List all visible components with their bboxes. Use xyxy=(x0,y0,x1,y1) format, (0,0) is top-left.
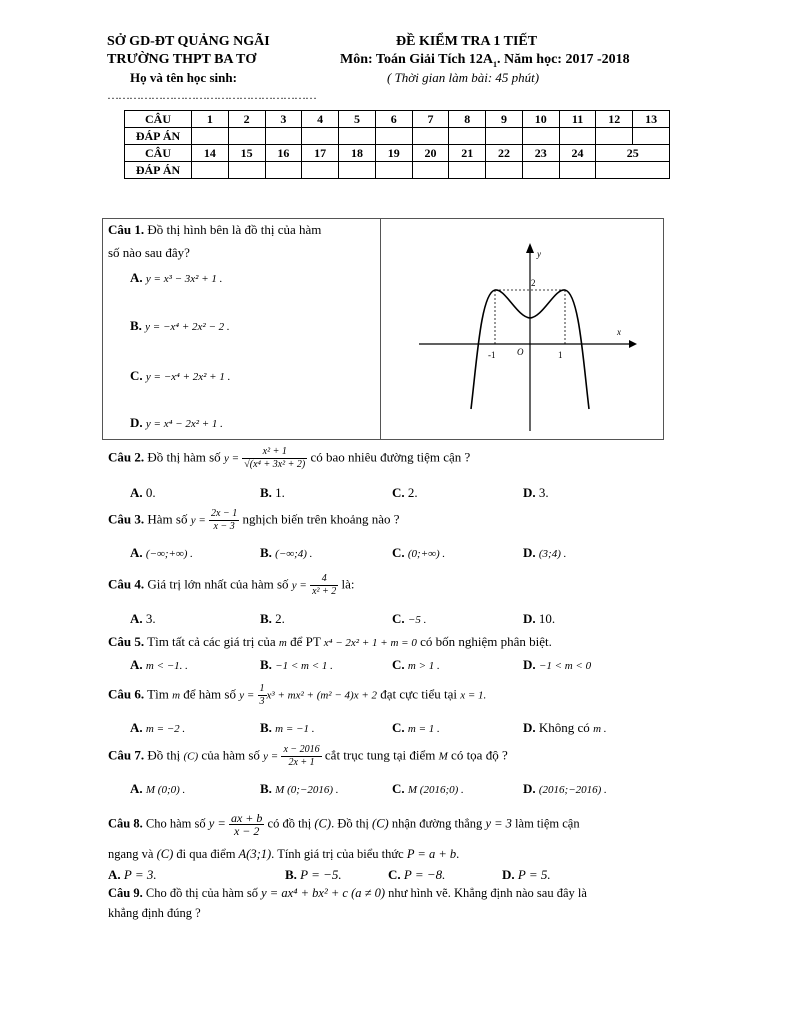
q7-option-b[interactable]: B. M (0;−2016) . xyxy=(260,781,339,796)
q6-option-b[interactable]: B. m = −1 . xyxy=(260,720,315,735)
exam-title: ĐỀ KIỂM TRA 1 TIẾT xyxy=(396,34,538,49)
cau-label: CÂU xyxy=(125,145,192,162)
x-tick-neg1: -1 xyxy=(488,350,496,360)
answer-cell[interactable] xyxy=(265,162,302,179)
answer-cell[interactable] xyxy=(339,128,376,145)
q-num: 9 xyxy=(486,111,523,128)
q4-option-b[interactable]: B. 2. xyxy=(260,611,285,626)
q-num: 8 xyxy=(449,111,486,128)
q5-option-a[interactable]: A. m < −1. . xyxy=(130,657,188,672)
q1-graph xyxy=(381,219,661,438)
question-8-text: Câu 8. Cho hàm số y = $\frac{ax + b}{x - 2}$ có đồ thị (C). Đồ thị (C) nhận đường thẳng y = 3 làm tiệm cận xyxy=(108,811,580,838)
q-num: 7 xyxy=(412,111,449,128)
q-num: 25 xyxy=(596,145,670,162)
q5-option-d[interactable]: D. −1 < m < 0 xyxy=(523,657,592,672)
q3-option-b[interactable]: B. (−∞;4) . xyxy=(260,545,313,560)
q-num: 19 xyxy=(375,145,412,162)
student-name-label: Họ và tên học sinh: xyxy=(130,70,237,85)
question-1-text: Câu 1. Đồ thị hình bên là đồ thị của hàm xyxy=(108,222,322,237)
q4-option-a[interactable]: A. 3. xyxy=(130,611,156,626)
q2-option-a[interactable]: A. 0. xyxy=(130,485,156,500)
question-1-text-b: số nào sau đây? xyxy=(108,245,190,260)
question-4-text: Câu 4. Giá trị lớn nhất của hàm số y = $\frac{4}{\text{x² + 2}}$ là: xyxy=(108,573,355,597)
question-2-text: Câu 2. Đồ thị hàm số y = $\frac{\text{x² + 1}}{\text{√(x⁴ + 3x² + 2)}}$ có bao nhiêu đường tiệm cận ? xyxy=(108,446,471,470)
answer-cell[interactable] xyxy=(559,128,596,145)
answer-cell[interactable] xyxy=(302,162,339,179)
q2-option-c[interactable]: C. 2. xyxy=(392,485,418,500)
dapan-label: ĐÁP ÁN xyxy=(125,128,192,145)
q3-fraction: $\frac{2x - 1}{x - 3}$ xyxy=(211,508,238,532)
q7-option-d[interactable]: D. (2016;−2016) . xyxy=(523,781,607,796)
q5-option-c[interactable]: C. m > 1 . xyxy=(392,657,440,672)
q-num: 18 xyxy=(339,145,376,162)
x-axis-arrow xyxy=(629,340,637,348)
dapan-label: ĐÁP ÁN xyxy=(125,162,192,179)
answer-cell[interactable] xyxy=(633,128,670,145)
q6-option-d[interactable]: D. Không có m . xyxy=(523,720,607,735)
q-num: 10 xyxy=(522,111,559,128)
q-num: 15 xyxy=(228,145,265,162)
q-num: 1 xyxy=(192,111,229,128)
answer-cell[interactable] xyxy=(522,128,559,145)
answer-cell[interactable] xyxy=(228,128,265,145)
q7-option-c[interactable]: C. M (2016;0) . xyxy=(392,781,464,796)
q5-option-b[interactable]: B. −1 < m < 1 . xyxy=(260,657,333,672)
q-num: 23 xyxy=(522,145,559,162)
q3-option-c[interactable]: C. (0;+∞) . xyxy=(392,545,446,560)
y-label: y xyxy=(537,249,541,259)
question-9-text-b: khẳng định đúng ? xyxy=(108,906,201,920)
answer-cell[interactable] xyxy=(192,128,229,145)
q6-option-a[interactable]: A. m = −2 . xyxy=(130,720,186,735)
q-num: 6 xyxy=(375,111,412,128)
school-name: TRƯỜNG THPT BA TƠ xyxy=(107,52,257,67)
dept-name: SỞ GD-ĐT QUẢNG NGÃI xyxy=(107,34,270,49)
q1-option-a[interactable]: A. y = x³ − 3x² + 1 . xyxy=(130,270,223,285)
q4-fraction: $\frac{4}{\text{x² + 2}}$ xyxy=(312,573,337,597)
q1-option-d[interactable]: D. y = x⁴ − 2x² + 1 . xyxy=(130,415,223,430)
q-num: 2 xyxy=(228,111,265,128)
cau-label: CÂU xyxy=(125,111,192,128)
subject-line: Môn: Toán Giải Tích $12A_1$. Năm học: 2017 -2018 xyxy=(340,52,630,69)
q-num: 4 xyxy=(302,111,339,128)
q1-option-b[interactable]: B. y = −x⁴ + 2x² − 2 . xyxy=(130,318,230,333)
q4-option-c[interactable]: C. −5 . xyxy=(392,611,427,626)
answer-cell[interactable] xyxy=(339,162,376,179)
q8-option-d[interactable]: D. P = 5. xyxy=(502,867,551,882)
q-num: 17 xyxy=(302,145,339,162)
q-num: 20 xyxy=(412,145,449,162)
q2-option-b[interactable]: B. 1. xyxy=(260,485,285,500)
q6-fraction: $\frac{1}{3}$ xyxy=(259,683,265,707)
q2-option-d[interactable]: D. 3. xyxy=(523,485,549,500)
q-num: 12 xyxy=(596,111,633,128)
q-num: 3 xyxy=(265,111,302,128)
q7-option-a[interactable]: A. M (0;0) . xyxy=(130,781,186,796)
answer-cell[interactable] xyxy=(302,128,339,145)
answer-cell[interactable] xyxy=(375,128,412,145)
q8-option-a[interactable]: A. P = 3. xyxy=(108,867,157,882)
q-num: 22 xyxy=(486,145,523,162)
answer-cell[interactable] xyxy=(486,128,523,145)
answer-cell[interactable] xyxy=(449,162,486,179)
question-7-text: Câu 7. Đồ thị (C) của hàm số y = $\frac{x - 2016}{2x + 1}$ cắt trục tung tại điểm M có tọa độ ? xyxy=(108,744,508,768)
y-tick-2: 2 xyxy=(531,278,536,288)
q-num: 13 xyxy=(633,111,670,128)
x-tick-1: 1 xyxy=(558,350,563,360)
answer-cell[interactable] xyxy=(265,128,302,145)
q-num: 5 xyxy=(339,111,376,128)
answer-cell[interactable] xyxy=(522,162,559,179)
q1-option-c[interactable]: C. y = −x⁴ + 2x² + 1 . xyxy=(130,368,231,383)
q8-option-c[interactable]: C. P = −8. xyxy=(388,867,446,882)
q-num: 11 xyxy=(559,111,596,128)
question-6-text: Câu 6. Tìm m để hàm số y = $\frac{1}{3}$ x³ + mx² + (m² − 4)x + 2 đạt cực tiểu tại x = 1. xyxy=(108,683,487,707)
answer-cell[interactable] xyxy=(375,162,412,179)
answer-cell[interactable] xyxy=(449,128,486,145)
question-3-text: Câu 3. Hàm số y = $\frac{2x - 1}{x - 3}$ nghịch biến trên khoảng nào ? xyxy=(108,508,400,532)
table-row xyxy=(125,128,670,145)
y-axis-arrow xyxy=(526,243,534,253)
answer-cell[interactable] xyxy=(559,162,596,179)
q8-fraction: $\frac{ax + b}{x - 2}$ xyxy=(230,811,263,838)
question-8-text-b: ngang và (C) đi qua điểm A(3;1). Tính giá trị của biểu thức P = a + b. xyxy=(108,847,460,861)
answer-cell[interactable] xyxy=(412,128,449,145)
question-9-text: Câu 9. Cho đồ thị của hàm số y = ax⁴ + bx² + c (a ≠ 0) như hình vẽ. Khẳng định nào sau đây là xyxy=(108,886,587,900)
exam-time: ( Thời gian làm bài: 45 phút) xyxy=(387,70,540,85)
answer-cell[interactable] xyxy=(192,162,229,179)
q7-fraction: $\frac{x - 2016}{2x + 1}$ xyxy=(283,744,320,768)
q-num: 24 xyxy=(559,145,596,162)
q3-option-a[interactable]: A. (−∞;+∞) . xyxy=(130,545,193,560)
q8-option-b[interactable]: B. P = −5. xyxy=(285,867,342,882)
question-5-text: Câu 5. Tìm tất cả các giá trị của m để PT x⁴ − 2x² + 1 + m = 0 có bốn nghiệm phân biệt. xyxy=(108,634,552,649)
table-row xyxy=(125,162,670,179)
x-label: x xyxy=(617,327,621,337)
table-row xyxy=(125,145,670,162)
q-num: 21 xyxy=(449,145,486,162)
q6-option-c[interactable]: C. m = 1 . xyxy=(392,720,440,735)
q2-fraction: $\frac{\text{x² + 1}}{\text{√(x⁴ + 3x² + 2)}}$ xyxy=(244,446,306,470)
answer-cell[interactable] xyxy=(412,162,449,179)
answer-cell[interactable] xyxy=(228,162,265,179)
answer-cell[interactable] xyxy=(596,162,670,179)
table-row xyxy=(125,111,670,128)
answer-table xyxy=(124,110,670,179)
answer-cell[interactable] xyxy=(596,128,633,145)
q-num: 14 xyxy=(192,145,229,162)
student-name-dots: ………………………………………………… xyxy=(107,88,316,102)
q3-option-d[interactable]: D. (3;4) . xyxy=(523,545,567,560)
q4-option-d[interactable]: D. 10. xyxy=(523,611,556,626)
origin-label: O xyxy=(517,347,524,357)
answer-cell[interactable] xyxy=(486,162,523,179)
q-num: 16 xyxy=(265,145,302,162)
